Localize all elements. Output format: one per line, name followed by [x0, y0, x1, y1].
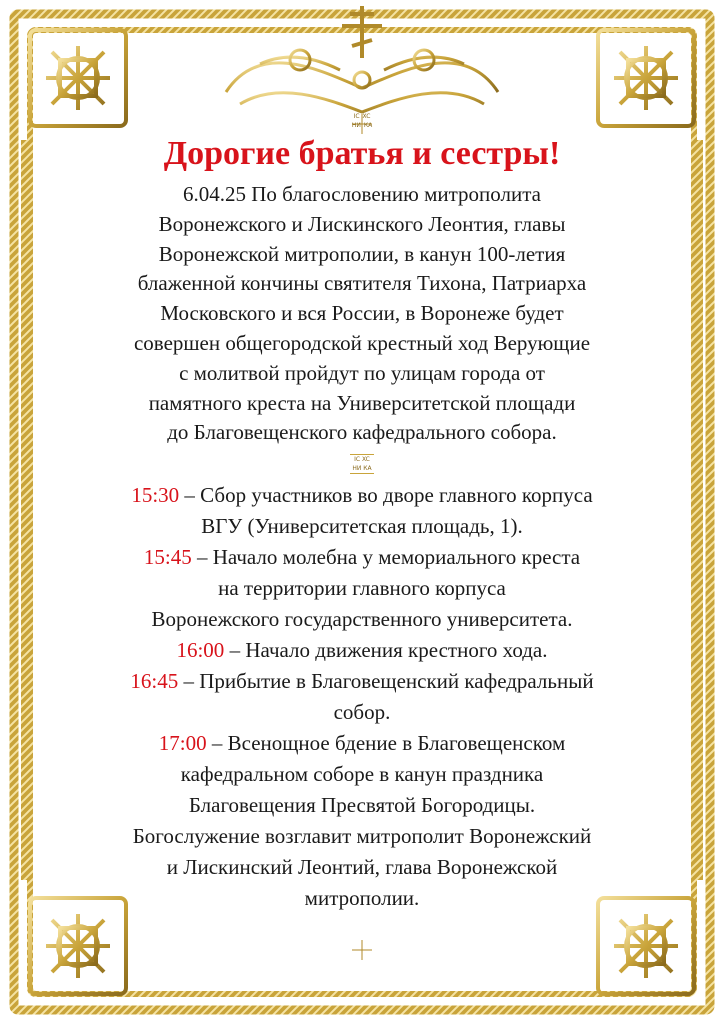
intro-line: Московского и вся России, в Воронеже будет [160, 301, 564, 326]
schedule-item [40, 666, 684, 728]
closing-line: Богослужение возглавит митрополит Воронежский [132, 824, 592, 849]
schedule-line [40, 728, 684, 759]
monogram-ic: IC [354, 456, 361, 464]
monogram-xc: XC [362, 456, 370, 464]
separator-monogram [350, 454, 374, 474]
closing-line: митрополии. [304, 886, 420, 911]
schedule-line [40, 666, 684, 697]
schedule-time: 16:00 [176, 638, 225, 663]
schedule-line [40, 480, 684, 511]
intro-line: с молитвой пройдут по улицам города от [179, 360, 545, 385]
schedule-time: 16:45 [130, 669, 179, 694]
monogram-ni: НИ [352, 465, 362, 473]
schedule-text: собор. [333, 700, 391, 725]
schedule-text: кафедральном соборе в канун праздника [180, 762, 544, 787]
monogram-ka: КА [363, 465, 372, 473]
schedule-text: Благовещения Пресвятой Богородицы. [188, 793, 536, 818]
schedule-text: Воронежского государственного университета. [151, 607, 573, 632]
intro-line: Воронежского и Лискинского Леонтия, главы [158, 211, 566, 236]
schedule-line [40, 635, 684, 666]
intro-line: 6.04.25 По благословению митрополита [183, 182, 541, 206]
schedule-text: – Начало движения крестного хода. [229, 638, 548, 663]
monogram-xc: XC [362, 113, 371, 120]
intro-line: до Благовещенского кафедрального собора. [167, 420, 557, 445]
schedule-text: – Начало молебна у мемориального креста [196, 545, 581, 570]
schedule-time: 17:00 [158, 731, 207, 756]
schedule-list [40, 480, 684, 914]
schedule-item [40, 635, 684, 666]
schedule-text: – Прибытие в Благовещенский кафедральный [183, 669, 594, 694]
schedule-text: ВГУ (Университетская площадь, 1). [201, 514, 523, 539]
cross-crest-ornament [226, 50, 498, 112]
schedule-text: – Сбор участников во дворе главного корпуса [184, 483, 593, 508]
corner-ornament-top-right [598, 30, 694, 126]
closing-line: и Лискинский Леонтий, глава Воронежской [166, 855, 558, 880]
monogram-ic: IC [353, 113, 360, 120]
schedule-time: 15:45 [143, 545, 192, 570]
schedule-item [40, 728, 684, 821]
corner-ornament-top-left [30, 30, 126, 126]
intro-paragraph [40, 180, 684, 448]
monogram-bottom [352, 940, 372, 960]
closing-paragraph [40, 821, 684, 914]
intro-line: Воронежской митрополии, в канун 100-летия [158, 241, 566, 266]
schedule-line [40, 542, 684, 573]
intro-line: блаженной кончины святителя Тихона, Патриарха [137, 271, 587, 296]
monogram-ka: КА [363, 122, 373, 129]
monogram-ni: НИ [351, 122, 361, 129]
intro-line: памятного креста на Университетской площади [148, 390, 576, 415]
schedule-time: 15:30 [131, 483, 180, 508]
schedule-text: – Всенощное бдение в Благовещенском [211, 731, 566, 756]
schedule-text: на территории главного корпуса [218, 576, 506, 601]
schedule-item [40, 480, 684, 542]
schedule-item [40, 542, 684, 635]
page-title: Дорогие братья и сестры! [163, 135, 561, 172]
intro-line: совершен общегородской крестный ход Верующие [133, 330, 591, 355]
announcement-body [40, 128, 684, 914]
